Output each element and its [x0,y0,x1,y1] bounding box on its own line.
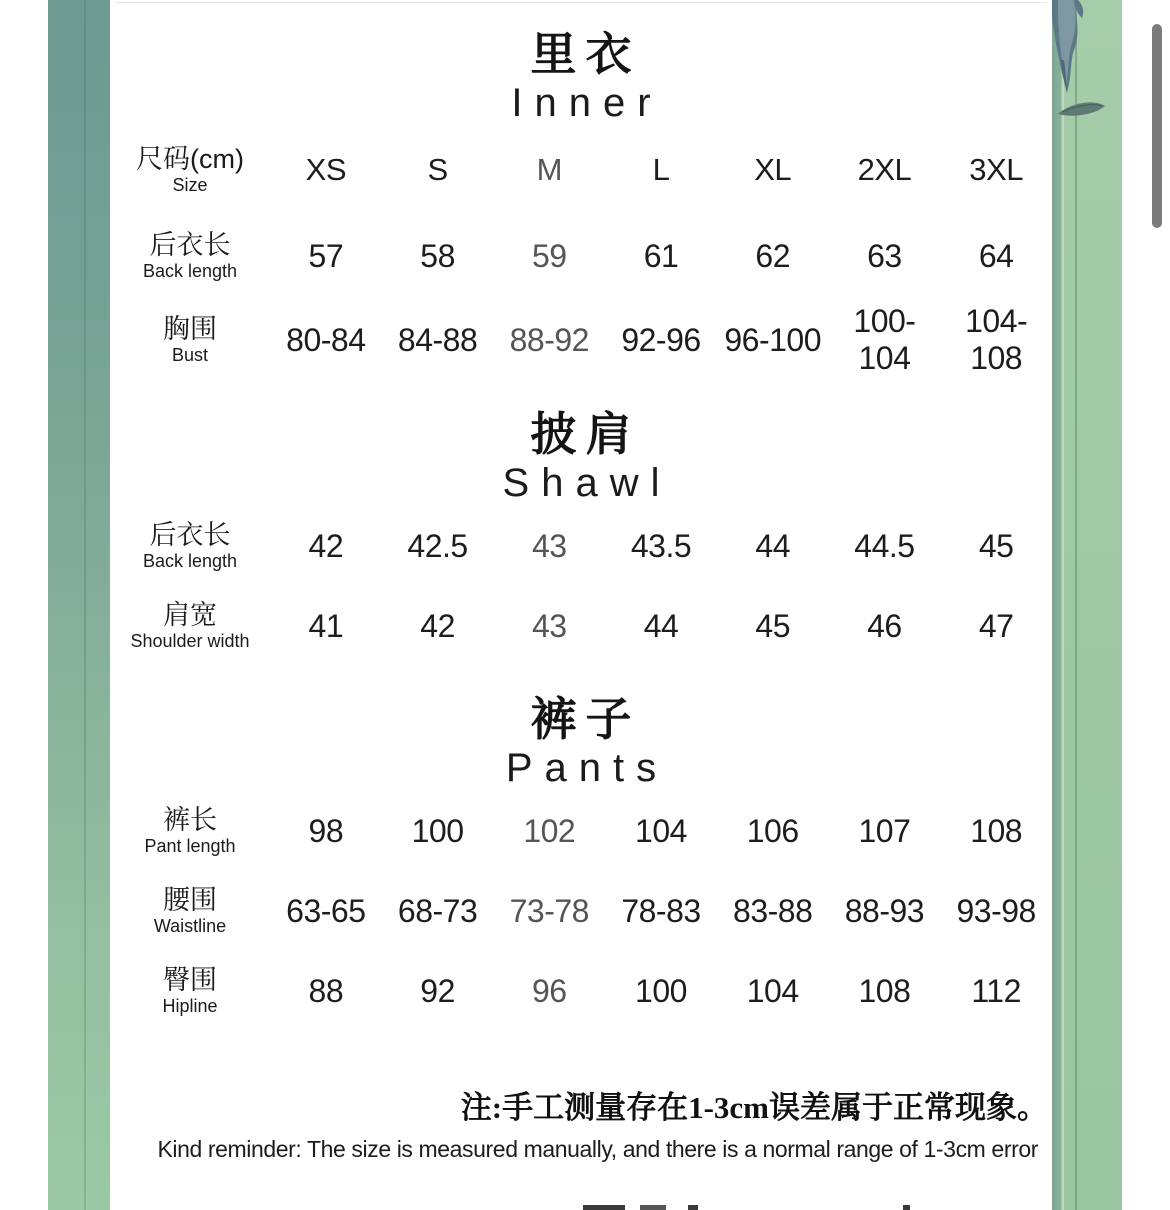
size-value: 64 [978,237,1014,274]
size-value: 78-83 [621,892,701,929]
next-image-edge [688,1205,698,1210]
row-label [110,314,270,366]
size-value: 106 [746,812,799,849]
size-value: 92 [420,972,455,1009]
size-value: 42.5 [407,527,468,564]
row-label-zh: 胸围 [163,314,217,344]
row-label [110,230,270,282]
next-image-edge [583,1205,625,1210]
row-label-zh: 腰围 [163,885,217,915]
size-value: 88 [308,972,344,1009]
row-label-en: Back length [142,551,238,571]
row-label-zh: 后衣长 [149,520,231,550]
size-value: 104 [635,812,687,849]
size-value: 42 [308,527,344,564]
row-label [110,600,270,652]
size-value: 107 [858,812,911,849]
size-value: 102 [523,812,576,849]
size-value: 93-98 [956,892,1036,929]
size-header-row [110,126,1052,214]
size-value: 45 [978,527,1014,564]
table-row [110,951,1052,1031]
section-title-zh: 里衣 [530,29,641,80]
row-label-en: Back length [142,261,238,281]
right-border-strip [1052,0,1122,1210]
size-value: 96-100 [724,321,822,358]
size-value: 92-96 [621,321,701,358]
row-label-zh: 后衣长 [149,230,231,260]
row-label [110,805,270,857]
size-value: 88-93 [844,892,925,929]
size-col-header: XL [754,152,792,187]
section-title-en: Inner [511,81,663,125]
row-label-en: Hipline [162,996,218,1016]
bamboo-leaf-icon [1052,0,1122,140]
row-label-zh: 肩宽 [163,600,217,630]
size-value: 61 [643,237,679,274]
size-value: 108 [858,972,911,1009]
row-label-zh: 臀围 [163,965,217,995]
row-label-en: Shoulder width [130,631,250,651]
size-value: 98 [308,812,344,849]
next-image-edge [903,1205,910,1210]
size-value: 96 [531,972,567,1009]
size-col-header: 2XL [857,152,912,187]
table-row [110,586,1052,666]
size-col-header: XS [305,152,347,187]
size-value: 68-73 [397,892,478,929]
size-value: 58 [420,237,455,274]
size-col-header: S [427,152,448,187]
next-image-edge [640,1205,666,1210]
table-row [110,298,1052,382]
section-shawl [110,410,1052,666]
table-row [110,871,1052,951]
size-value: 43.5 [630,527,692,564]
measurement-note-zh: 注:手工测量存在1-3cm误差属于正常现象。 [460,1090,1048,1125]
size-value: 73-78 [509,892,589,929]
section-title-zh: 裤子 [530,694,641,745]
size-header-label-zh: 尺码(cm) [136,144,244,174]
table-row [110,791,1052,871]
size-value: 83-88 [733,892,813,929]
size-header-label [110,144,270,196]
table-row [110,506,1052,586]
row-label [110,885,270,937]
size-value: 112 [971,972,1021,1009]
size-value: 88-92 [509,321,589,358]
size-value: 80-84 [286,321,366,358]
size-value: 44.5 [854,527,915,564]
size-value: 43 [531,527,567,564]
size-value: 104-108 [965,303,1028,376]
size-value: 63-65 [286,892,366,929]
size-value: 42 [420,607,455,644]
size-value: 100-104 [853,303,916,376]
size-col-header: M [536,152,562,187]
section-title-en: Shawl [502,461,672,505]
size-value: 45 [755,607,790,644]
size-value: 62 [755,237,790,274]
left-border-strip [48,0,110,1210]
table-row [110,214,1052,298]
size-value: 63 [867,237,902,274]
section-inner [110,30,1052,382]
size-value: 41 [308,607,344,644]
row-label [110,965,270,1017]
size-value: 46 [867,607,902,644]
size-col-header: L [652,152,670,187]
size-value: 100 [411,812,464,849]
size-value: 44 [755,527,790,564]
size-value: 44 [643,607,679,644]
row-label [110,520,270,572]
section-title-en: Pants [505,746,669,790]
row-label-zh: 裤长 [163,805,217,835]
content-panel [110,0,1052,1210]
scrollbar-thumb[interactable] [1152,24,1162,228]
size-value: 100 [635,972,687,1009]
section-title-zh: 披肩 [530,409,641,460]
size-value: 104 [746,972,799,1009]
size-header-label-en: Size [172,175,208,195]
section-pants [110,695,1052,1031]
row-label-en: Pant length [144,836,236,856]
size-value: 59 [531,237,567,274]
size-value: 57 [308,237,344,274]
size-value: 108 [970,812,1023,849]
size-value: 43 [531,607,567,644]
bamboo-stem-line [1075,0,1077,1210]
row-label-en: Waistline [153,916,227,936]
row-label-en: Bust [171,345,209,365]
size-value: 47 [978,607,1014,644]
size-col-header: 3XL [969,152,1023,187]
size-value: 84-88 [397,321,478,358]
measurement-note-en: Kind reminder: The size is measured manually, and there is a normal range of 1-3cm error [157,1136,1038,1162]
